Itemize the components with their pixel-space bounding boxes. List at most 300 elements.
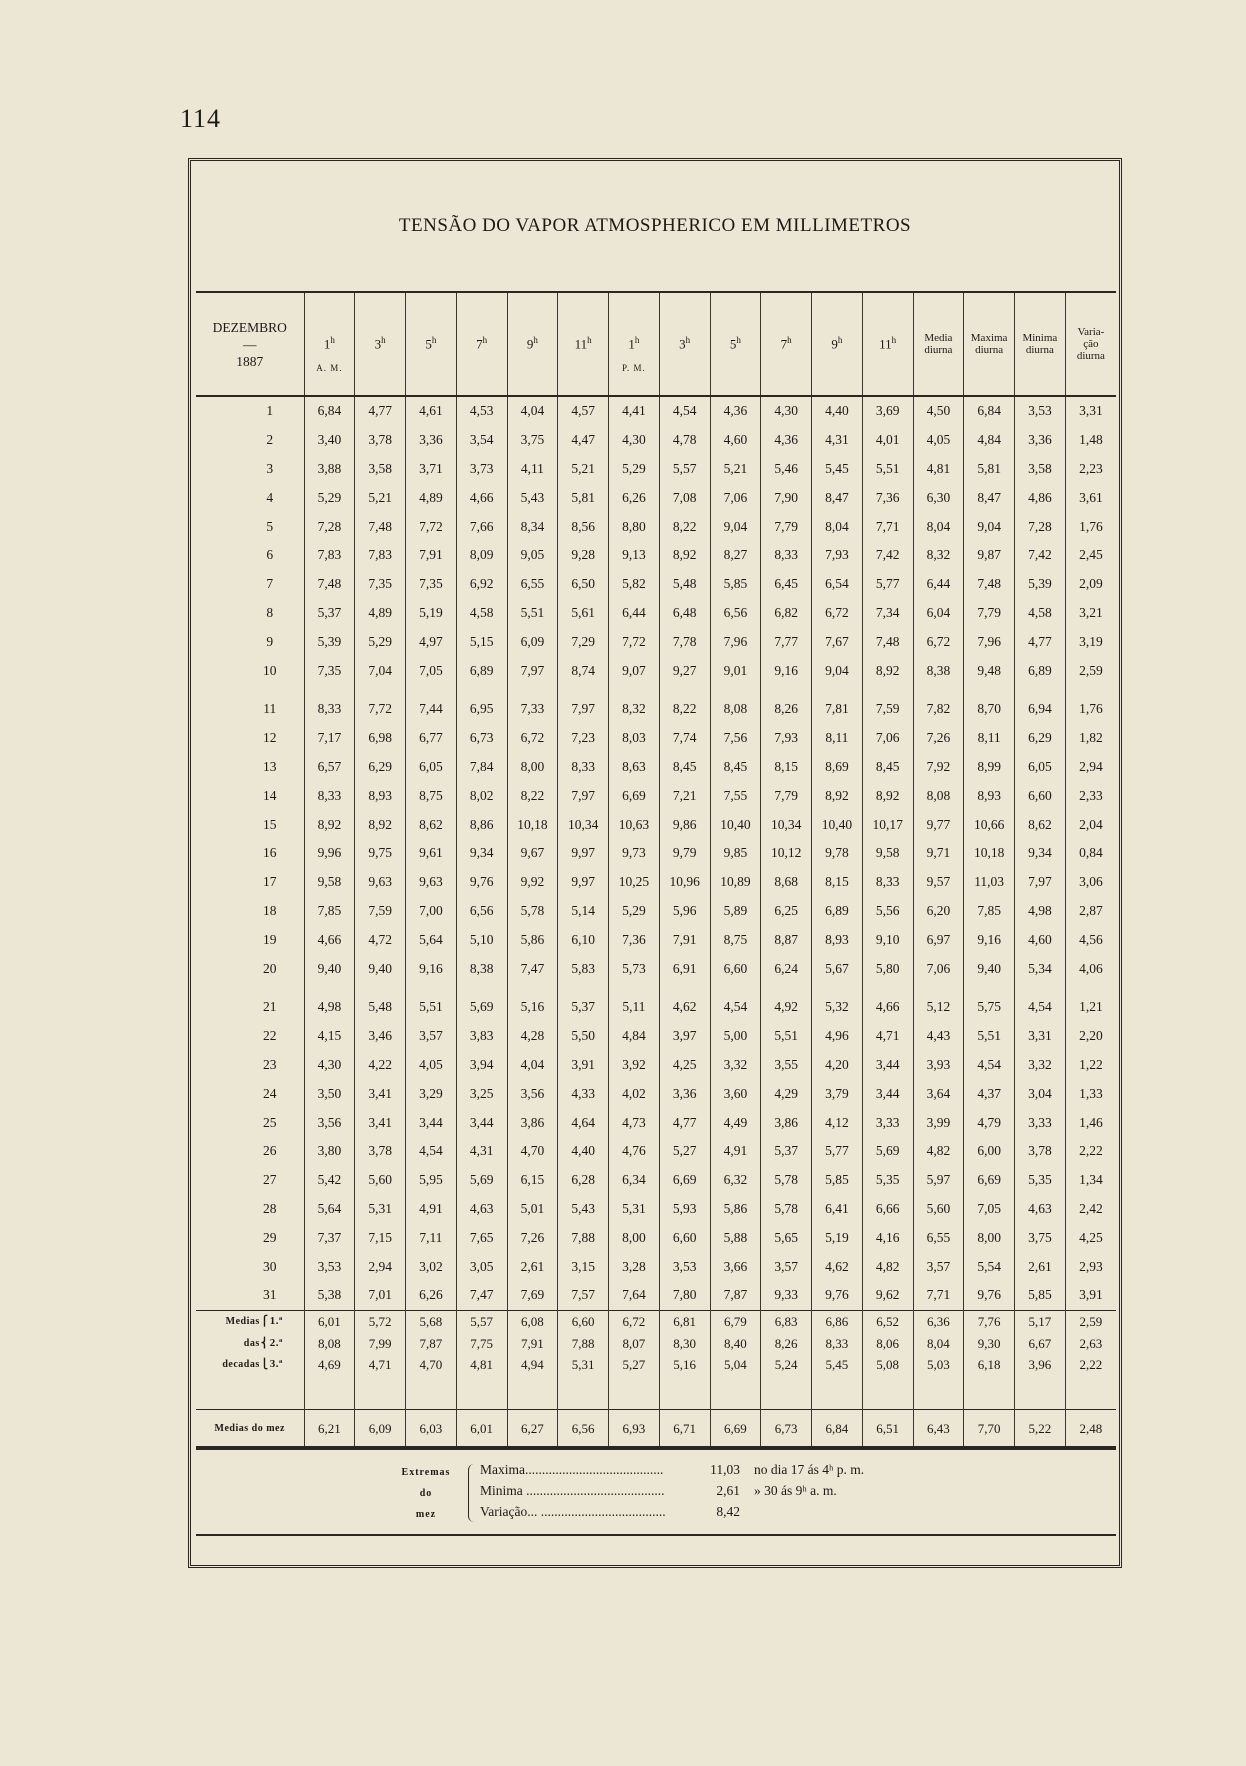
- value-cell: 7,72: [355, 685, 406, 724]
- table-row: [196, 656, 1116, 685]
- value-cell: 3,75: [1015, 1223, 1066, 1252]
- value-cell: 8,92: [659, 541, 710, 570]
- value-cell: 3,94: [456, 1051, 507, 1080]
- value-cell: 4,31: [456, 1137, 507, 1166]
- day-cell: 24: [263, 1085, 277, 1101]
- value-cell: 7,66: [456, 512, 507, 541]
- day-cell: 4: [266, 489, 274, 505]
- value-cell: 4,79: [964, 1108, 1015, 1137]
- extreme-min-info: » 30 ás 9ʰ a. m.: [754, 1483, 837, 1498]
- value-cell: 5,61: [558, 599, 609, 628]
- value-cell: 4,91: [406, 1195, 457, 1224]
- value-cell: 3,92: [609, 1051, 660, 1080]
- value-cell: 8,92: [862, 656, 913, 685]
- value-cell: 4,11: [507, 455, 558, 484]
- variacao-header: Varia- ção diurna: [1065, 292, 1116, 396]
- value-cell: 3,61: [1065, 483, 1116, 512]
- value-cell: 7,92: [913, 753, 964, 782]
- value-cell: 4,53: [456, 396, 507, 426]
- value-cell: 7,97: [558, 685, 609, 724]
- hour-header: 1$^h$ P. M.: [609, 292, 660, 396]
- day-cell: 14: [263, 787, 277, 803]
- value-cell: 7,70: [964, 1409, 1015, 1449]
- extreme-min-row: [480, 1481, 837, 1501]
- value-cell: 4,16: [862, 1223, 913, 1252]
- value-cell: 3,21: [1065, 599, 1116, 628]
- value-cell: 2,42: [1065, 1195, 1116, 1224]
- value-cell: 8,47: [812, 483, 863, 512]
- value-cell: 5,81: [558, 483, 609, 512]
- value-cell: 7,67: [812, 627, 863, 656]
- decade-label-text: decadas: [222, 1358, 260, 1370]
- value-cell: 10,40: [812, 810, 863, 839]
- value-cell: 7,05: [964, 1195, 1015, 1224]
- value-cell: 5,69: [862, 1137, 913, 1166]
- value-cell: 5,29: [609, 897, 660, 926]
- vapor-tension-table: [196, 291, 1116, 1450]
- value-cell: 7,96: [710, 627, 761, 656]
- value-cell: 9,71: [913, 839, 964, 868]
- value-cell: 6,79: [710, 1310, 761, 1333]
- table-row: [196, 954, 1116, 983]
- value-cell: 8,15: [761, 753, 812, 782]
- value-cell: 8,74: [558, 656, 609, 685]
- value-cell: 4,92: [761, 983, 812, 1022]
- value-cell: 7,97: [1015, 868, 1066, 897]
- value-cell: 3,69: [862, 396, 913, 426]
- value-cell: 5,19: [406, 599, 457, 628]
- value-cell: 6,72: [913, 627, 964, 656]
- value-cell: 9,87: [964, 541, 1015, 570]
- value-cell: 7,74: [659, 724, 710, 753]
- value-cell: 9,92: [507, 868, 558, 897]
- table-row: [196, 1252, 1116, 1281]
- value-cell: 6,89: [1015, 656, 1066, 685]
- value-cell: 5,56: [862, 897, 913, 926]
- value-cell: 6,67: [1015, 1333, 1066, 1355]
- value-cell: 8,38: [913, 656, 964, 685]
- value-cell: 8,33: [558, 753, 609, 782]
- value-cell: 7,42: [862, 541, 913, 570]
- value-cell: 4,71: [862, 1022, 913, 1051]
- value-cell: 5,77: [862, 570, 913, 599]
- value-cell: 9,76: [456, 868, 507, 897]
- value-cell: 5,51: [761, 1022, 812, 1051]
- value-cell: 3,36: [406, 426, 457, 455]
- value-cell: 4,63: [1015, 1195, 1066, 1224]
- value-cell: 7,79: [964, 599, 1015, 628]
- value-cell: 4,63: [456, 1195, 507, 1224]
- value-cell: 4,54: [710, 983, 761, 1022]
- value-cell: 4,25: [1065, 1223, 1116, 1252]
- value-cell: 7,82: [913, 685, 964, 724]
- value-cell: 7,71: [913, 1281, 964, 1310]
- value-cell: 6,69: [659, 1166, 710, 1195]
- value-cell: 10,96: [659, 868, 710, 897]
- value-cell: 7,48: [355, 512, 406, 541]
- value-cell: 7,48: [304, 570, 355, 599]
- table-row: [196, 781, 1116, 810]
- value-cell: 3,31: [1065, 396, 1116, 426]
- day-cell: 19: [263, 931, 277, 947]
- value-cell: 6,48: [659, 599, 710, 628]
- value-cell: 5,42: [304, 1166, 355, 1195]
- table-row: [196, 1281, 1116, 1310]
- value-cell: 1,76: [1065, 512, 1116, 541]
- brace-mark: ⎩: [260, 1358, 269, 1370]
- value-cell: 6,54: [812, 570, 863, 599]
- value-cell: 5,51: [964, 1022, 1015, 1051]
- value-cell: 6,98: [355, 724, 406, 753]
- value-cell: 9,61: [406, 839, 457, 868]
- value-cell: 7,36: [609, 925, 660, 954]
- value-cell: 6,55: [507, 570, 558, 599]
- value-cell: 8,04: [913, 1333, 964, 1355]
- value-cell: 3,05: [456, 1252, 507, 1281]
- value-cell: 3,57: [406, 1022, 457, 1051]
- value-cell: 6,45: [761, 570, 812, 599]
- value-cell: 7,81: [812, 685, 863, 724]
- value-cell: 9,67: [507, 839, 558, 868]
- value-cell: 6,29: [1015, 724, 1066, 753]
- value-cell: 4,97: [406, 627, 457, 656]
- table-row: [196, 512, 1116, 541]
- value-cell: 4,49: [710, 1108, 761, 1137]
- value-cell: 3,91: [558, 1051, 609, 1080]
- table-row: [196, 1223, 1116, 1252]
- value-cell: 2,94: [1065, 753, 1116, 782]
- value-cell: 1,34: [1065, 1166, 1116, 1195]
- value-cell: 8,00: [507, 753, 558, 782]
- value-cell: 8,33: [304, 781, 355, 810]
- extreme-min-label: Minima .........................................: [480, 1483, 665, 1498]
- value-cell: 6,69: [710, 1409, 761, 1449]
- value-cell: 9,57: [913, 868, 964, 897]
- value-cell: 5,85: [710, 570, 761, 599]
- decade-label-text: Medias: [225, 1316, 260, 1328]
- value-cell: 5,21: [558, 455, 609, 484]
- value-cell: 6,27: [507, 1409, 558, 1449]
- day-cell: 16: [263, 845, 277, 861]
- value-cell: 8,86: [456, 810, 507, 839]
- value-cell: 7,35: [355, 570, 406, 599]
- value-cell: 6,89: [812, 897, 863, 926]
- value-cell: 9,76: [812, 1281, 863, 1310]
- value-cell: 8,62: [406, 810, 457, 839]
- value-cell: 3,53: [659, 1252, 710, 1281]
- value-cell: 3,97: [659, 1022, 710, 1051]
- value-cell: 4,64: [558, 1108, 609, 1137]
- value-cell: 4,76: [609, 1137, 660, 1166]
- value-cell: 6,10: [558, 925, 609, 954]
- value-cell: 5,21: [710, 455, 761, 484]
- value-cell: 2,59: [1065, 656, 1116, 685]
- value-cell: 7,76: [964, 1310, 1015, 1333]
- value-cell: 9,63: [355, 868, 406, 897]
- value-cell: 6,93: [609, 1409, 660, 1449]
- hour-header: 11$^h$: [558, 292, 609, 396]
- day-cell: 13: [263, 758, 277, 774]
- value-cell: 7,57: [558, 1281, 609, 1310]
- value-cell: 6,83: [761, 1310, 812, 1333]
- value-cell: 3,33: [862, 1108, 913, 1137]
- value-cell: 5,85: [1015, 1281, 1066, 1310]
- value-cell: 5,54: [964, 1252, 1015, 1281]
- value-cell: 5,75: [964, 983, 1015, 1022]
- value-cell: 6,51: [862, 1409, 913, 1449]
- value-cell: 7,21: [659, 781, 710, 810]
- minima-header: Minima diurna: [1015, 292, 1066, 396]
- value-cell: 5,29: [304, 483, 355, 512]
- value-cell: 8,68: [761, 868, 812, 897]
- value-cell: 7,47: [507, 954, 558, 983]
- value-cell: 7,15: [355, 1223, 406, 1252]
- value-cell: 9,40: [355, 954, 406, 983]
- value-cell: 8,93: [355, 781, 406, 810]
- value-cell: 4,82: [862, 1252, 913, 1281]
- media-header: Media diurna: [913, 292, 964, 396]
- value-cell: 4,89: [406, 483, 457, 512]
- decade-mean-row: [196, 1310, 1116, 1333]
- value-cell: 9,40: [964, 954, 1015, 983]
- value-cell: 5,21: [355, 483, 406, 512]
- value-cell: 5,43: [507, 483, 558, 512]
- value-cell: 3,53: [1015, 396, 1066, 426]
- value-cell: 9,62: [862, 1281, 913, 1310]
- value-cell: 3,15: [558, 1252, 609, 1281]
- value-cell: 10,40: [710, 810, 761, 839]
- day-cell: 6: [266, 547, 274, 563]
- value-cell: 4,30: [304, 1051, 355, 1080]
- value-cell: 6,20: [913, 897, 964, 926]
- value-cell: 7,34: [862, 599, 913, 628]
- table-row: [196, 1051, 1116, 1080]
- value-cell: 6,55: [913, 1223, 964, 1252]
- month-header: DEZEMBRO — 1887: [196, 292, 304, 396]
- value-cell: 0,84: [1065, 839, 1116, 868]
- value-cell: 6,94: [1015, 685, 1066, 724]
- value-cell: 9,40: [304, 954, 355, 983]
- value-cell: 6,32: [710, 1166, 761, 1195]
- value-cell: 7,72: [406, 512, 457, 541]
- value-cell: 3,41: [355, 1079, 406, 1108]
- value-cell: 6,84: [964, 396, 1015, 426]
- decade-ordinal: 2.ª: [269, 1337, 283, 1350]
- value-cell: 3,73: [456, 455, 507, 484]
- day-cell: 25: [263, 1114, 277, 1130]
- table-row: [196, 1108, 1116, 1137]
- value-cell: 4,89: [355, 599, 406, 628]
- value-cell: 7,69: [507, 1281, 558, 1310]
- month-mean-row: [196, 1409, 1116, 1449]
- value-cell: 8,87: [761, 925, 812, 954]
- value-cell: 3,04: [1015, 1079, 1066, 1108]
- value-cell: 8,04: [812, 512, 863, 541]
- value-cell: 6,36: [913, 1310, 964, 1333]
- value-cell: 3,36: [659, 1079, 710, 1108]
- day-cell: 20: [263, 960, 277, 976]
- value-cell: 3,33: [1015, 1108, 1066, 1137]
- value-cell: 5,38: [304, 1281, 355, 1310]
- decade-ordinal: 1.ª: [269, 1315, 283, 1328]
- value-cell: 6,56: [558, 1409, 609, 1449]
- value-cell: 4,43: [913, 1022, 964, 1051]
- value-cell: 9,75: [355, 839, 406, 868]
- decade-label: [196, 1333, 304, 1355]
- month-mean-label: Medias do mez: [196, 1409, 304, 1449]
- extreme-max-row: [480, 1460, 865, 1480]
- value-cell: 9,97: [558, 839, 609, 868]
- value-cell: 3,55: [761, 1051, 812, 1080]
- table-row: [196, 1166, 1116, 1195]
- value-cell: 3,44: [456, 1108, 507, 1137]
- day-cell: 26: [263, 1143, 277, 1159]
- value-cell: 9,97: [558, 868, 609, 897]
- value-cell: 9,78: [812, 839, 863, 868]
- value-cell: 8,40: [710, 1333, 761, 1355]
- value-cell: 6,24: [761, 954, 812, 983]
- value-cell: 2,48: [1065, 1409, 1116, 1449]
- value-cell: 8,26: [761, 1333, 812, 1355]
- value-cell: 7,93: [761, 724, 812, 753]
- value-cell: 4,60: [710, 426, 761, 455]
- value-cell: 6,97: [913, 925, 964, 954]
- value-cell: 8,56: [558, 512, 609, 541]
- value-cell: 4,02: [609, 1079, 660, 1108]
- value-cell: 10,34: [558, 810, 609, 839]
- value-cell: 5,65: [761, 1223, 812, 1252]
- value-cell: 6,60: [558, 1310, 609, 1333]
- value-cell: 10,18: [507, 810, 558, 839]
- value-cell: 4,81: [456, 1355, 507, 1410]
- value-cell: 4,66: [304, 925, 355, 954]
- value-cell: 8,27: [710, 541, 761, 570]
- value-cell: 8,69: [812, 753, 863, 782]
- value-cell: 8,75: [406, 781, 457, 810]
- value-cell: 5,85: [812, 1166, 863, 1195]
- value-cell: 6,57: [304, 753, 355, 782]
- value-cell: 8,22: [659, 685, 710, 724]
- value-cell: 8,08: [710, 685, 761, 724]
- value-cell: 7,85: [304, 897, 355, 926]
- value-cell: 4,77: [1015, 627, 1066, 656]
- value-cell: 5,64: [304, 1195, 355, 1224]
- value-cell: 5,80: [862, 954, 913, 983]
- am-label: A. M.: [316, 363, 343, 373]
- hour-header: 9$^h$: [507, 292, 558, 396]
- value-cell: 5,39: [304, 627, 355, 656]
- value-cell: 9,13: [609, 541, 660, 570]
- decade-label: [196, 1355, 304, 1410]
- value-cell: 6,69: [964, 1166, 1015, 1195]
- value-cell: 7,91: [659, 925, 710, 954]
- value-cell: 3,86: [507, 1108, 558, 1137]
- value-cell: 9,04: [710, 512, 761, 541]
- value-cell: 8,04: [913, 512, 964, 541]
- value-cell: 1,48: [1065, 426, 1116, 455]
- value-cell: 2,22: [1065, 1137, 1116, 1166]
- value-cell: 5,35: [862, 1166, 913, 1195]
- value-cell: 2,87: [1065, 897, 1116, 926]
- value-cell: 8,99: [964, 753, 1015, 782]
- value-cell: 6,26: [609, 483, 660, 512]
- value-cell: 4,69: [304, 1355, 355, 1410]
- value-cell: 9,05: [507, 541, 558, 570]
- value-cell: 3,86: [761, 1108, 812, 1137]
- value-cell: 7,06: [913, 954, 964, 983]
- value-cell: 5,86: [507, 925, 558, 954]
- value-cell: 8,08: [913, 781, 964, 810]
- monthly-extremes: [196, 1446, 1116, 1536]
- value-cell: 9,76: [964, 1281, 1015, 1310]
- value-cell: 4,05: [913, 426, 964, 455]
- value-cell: 8,34: [507, 512, 558, 541]
- value-cell: 5,01: [507, 1195, 558, 1224]
- value-cell: 4,04: [507, 396, 558, 426]
- value-cell: 4,77: [659, 1108, 710, 1137]
- value-cell: 8,30: [659, 1333, 710, 1355]
- value-cell: 7,88: [558, 1333, 609, 1355]
- value-cell: 11,03: [964, 868, 1015, 897]
- value-cell: 3,75: [507, 426, 558, 455]
- value-cell: 4,15: [304, 1022, 355, 1051]
- value-cell: 8,62: [1015, 810, 1066, 839]
- value-cell: 2,94: [355, 1252, 406, 1281]
- value-cell: 7,17: [304, 724, 355, 753]
- value-cell: 3,58: [355, 455, 406, 484]
- value-cell: 10,18: [964, 839, 1015, 868]
- value-cell: 6,21: [304, 1409, 355, 1449]
- value-cell: 4,30: [609, 426, 660, 455]
- value-cell: 7,71: [862, 512, 913, 541]
- value-cell: 1,82: [1065, 724, 1116, 753]
- value-cell: 7,83: [304, 541, 355, 570]
- value-cell: 6,08: [507, 1310, 558, 1333]
- table-row: [196, 599, 1116, 628]
- value-cell: 7,48: [964, 570, 1015, 599]
- value-cell: 3,31: [1015, 1022, 1066, 1051]
- value-cell: 9,34: [1015, 839, 1066, 868]
- value-cell: 7,37: [304, 1223, 355, 1252]
- value-cell: 3,41: [355, 1108, 406, 1137]
- value-cell: 8,33: [812, 1333, 863, 1355]
- value-cell: 9,01: [710, 656, 761, 685]
- day-cell: 3: [266, 460, 274, 476]
- hour-header: 3$^h$: [355, 292, 406, 396]
- maxima-header: Maxima diurna: [964, 292, 1015, 396]
- value-cell: 8,45: [710, 753, 761, 782]
- value-cell: 5,29: [609, 455, 660, 484]
- value-cell: 3,83: [456, 1022, 507, 1051]
- value-cell: 7,83: [355, 541, 406, 570]
- value-cell: 5,93: [659, 1195, 710, 1224]
- value-cell: 7,72: [609, 627, 660, 656]
- value-cell: 8,92: [355, 810, 406, 839]
- value-cell: 9,48: [964, 656, 1015, 685]
- value-cell: 5,37: [304, 599, 355, 628]
- value-cell: 6,03: [406, 1409, 457, 1449]
- value-cell: 6,52: [862, 1310, 913, 1333]
- value-cell: 7,64: [609, 1281, 660, 1310]
- value-cell: 3,66: [710, 1252, 761, 1281]
- value-cell: 4,36: [710, 396, 761, 426]
- value-cell: 4,58: [456, 599, 507, 628]
- value-cell: 5,11: [609, 983, 660, 1022]
- value-cell: 5,89: [710, 897, 761, 926]
- extreme-min-value: 2,61: [716, 1483, 740, 1498]
- value-cell: 4,31: [812, 426, 863, 455]
- value-cell: 7,85: [964, 897, 1015, 926]
